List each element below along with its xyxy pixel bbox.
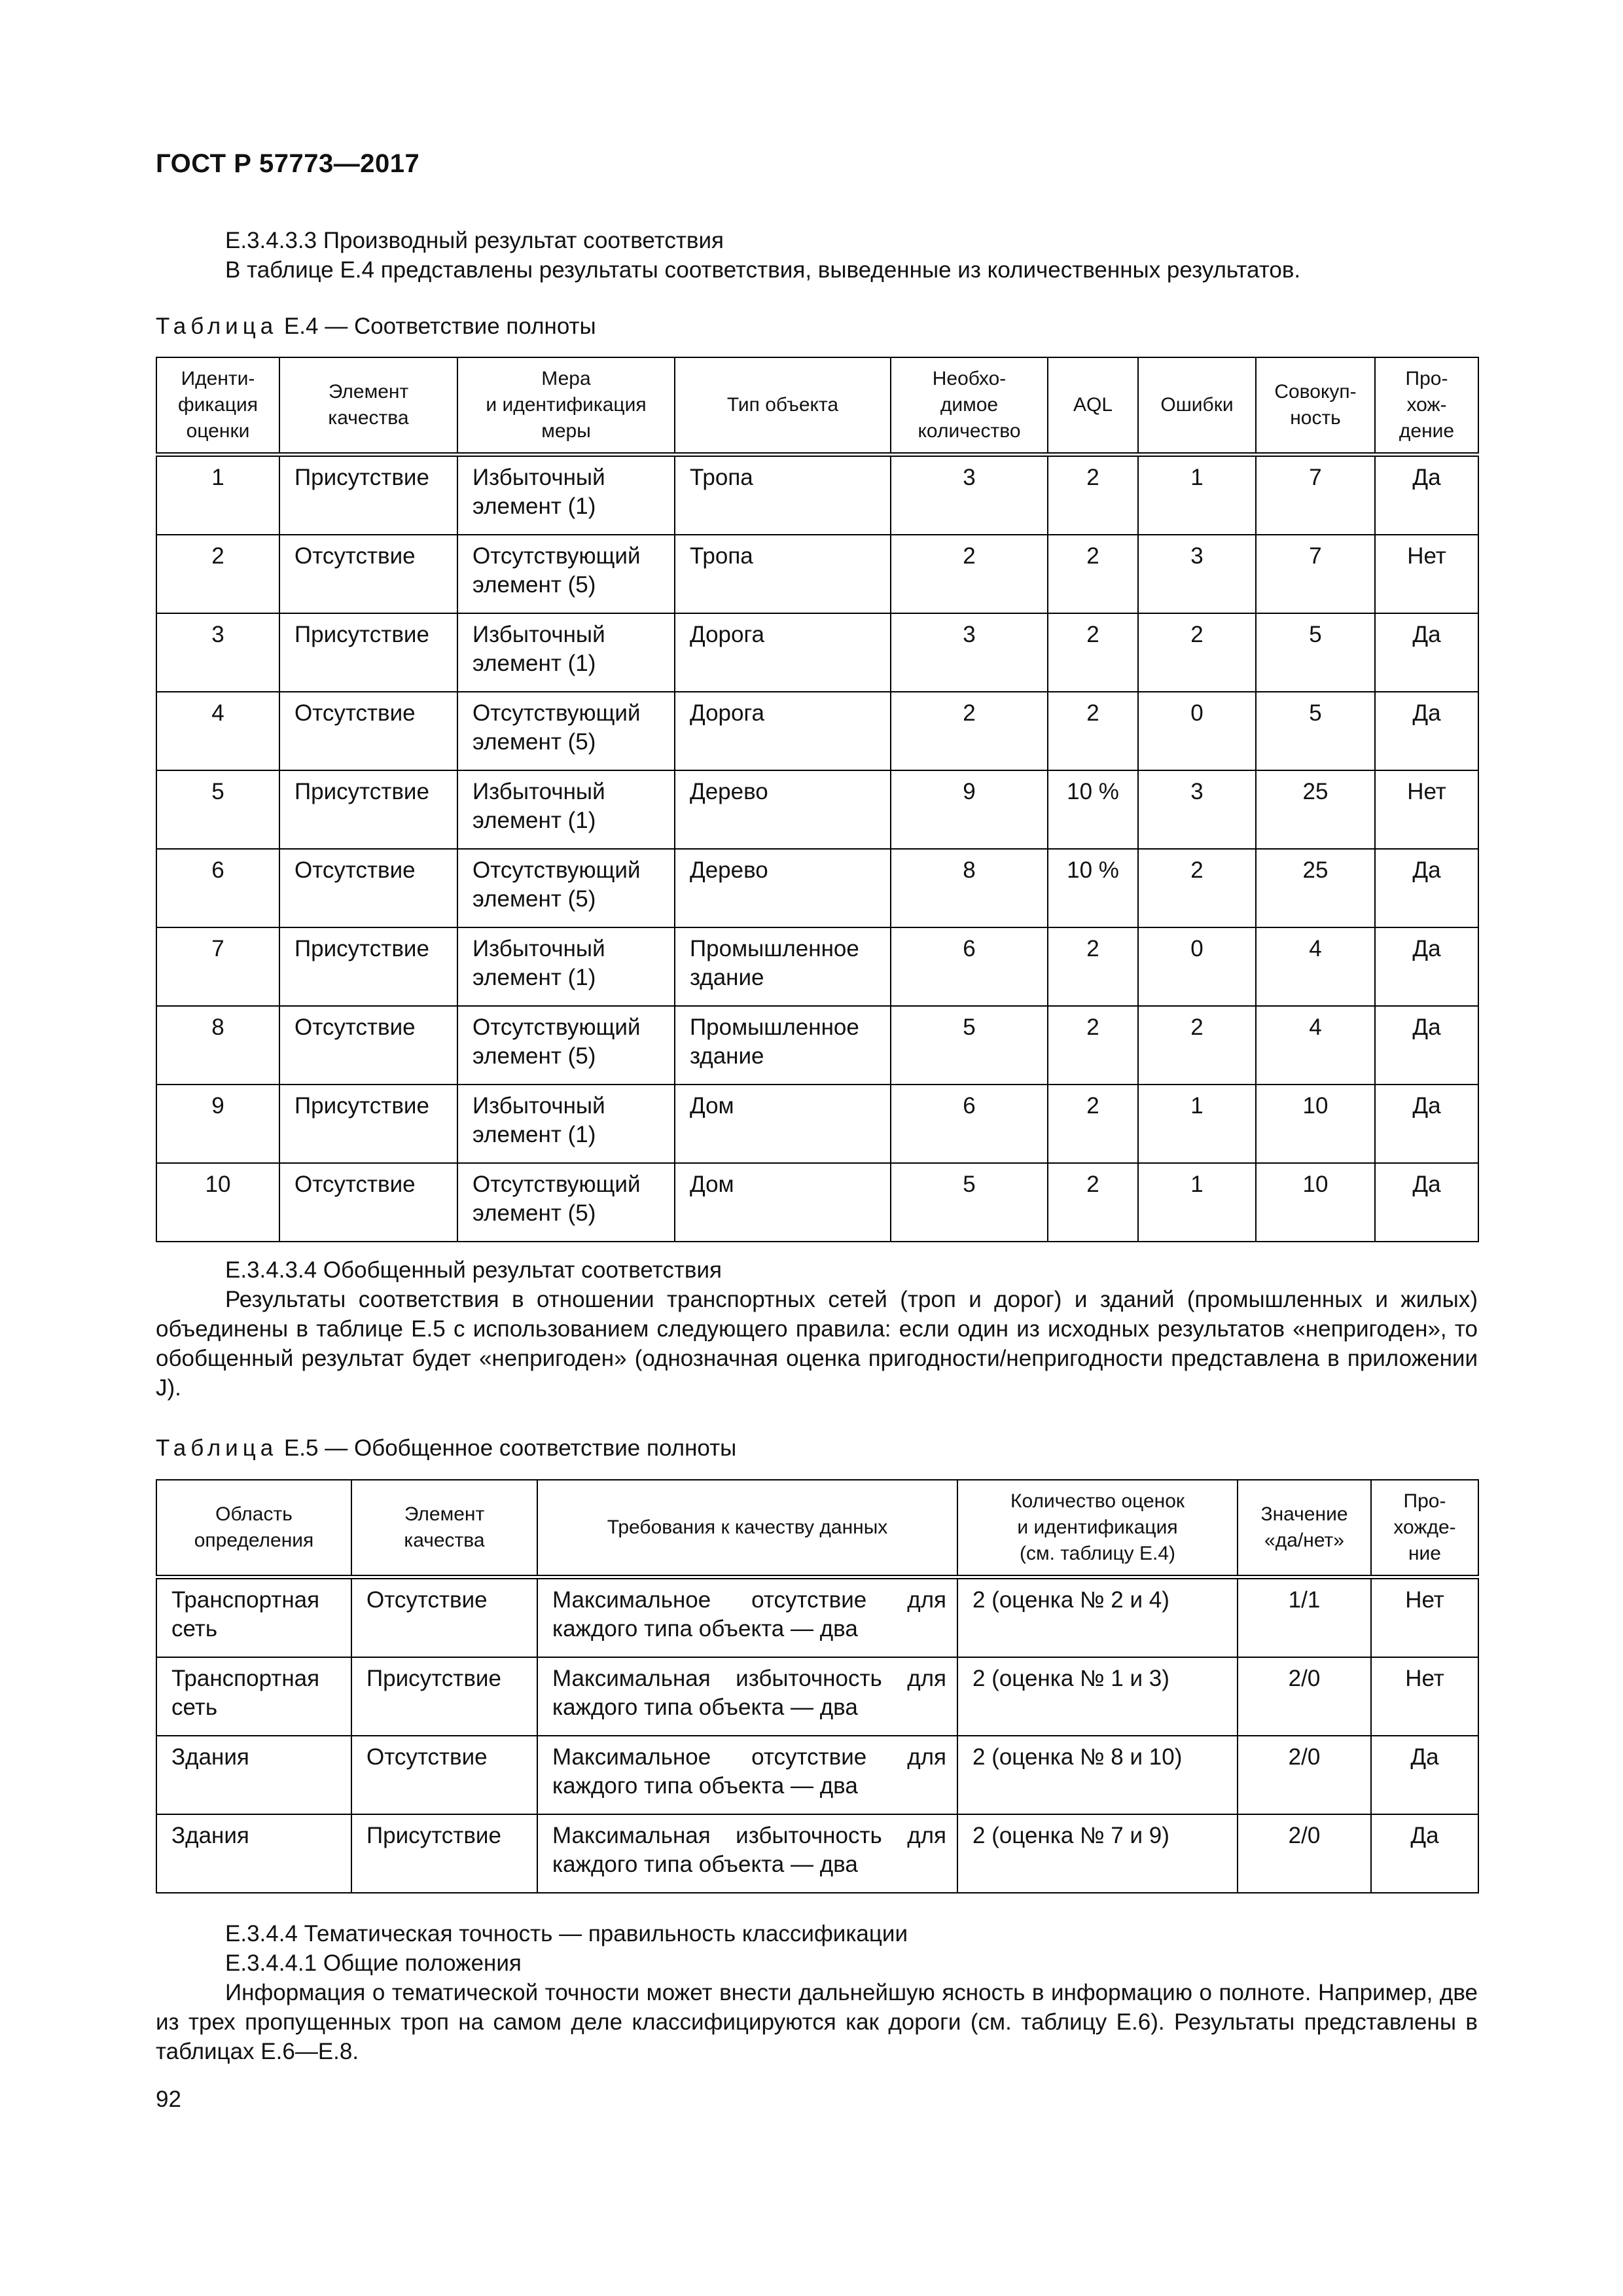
table-cell: 1 [1138, 1163, 1256, 1242]
table-cell: Максимальная избыточность для каждого типа объекта — два [537, 1657, 957, 1736]
column-header: Необхо- димое количество [891, 357, 1048, 455]
table-cell: 2 [156, 535, 279, 613]
table-cell: 2/0 [1238, 1736, 1371, 1814]
table-cell: Присутствие [351, 1657, 537, 1736]
table-cell: 2 [1048, 1085, 1138, 1163]
table-cell: 6 [156, 849, 279, 927]
table-cell: 2 (оценка № 1 и 3) [957, 1657, 1238, 1736]
table-cell: 7 [156, 927, 279, 1006]
table-cell: 10 [156, 1163, 279, 1242]
table-cell: Нет [1371, 1657, 1478, 1736]
table-cell: 25 [1256, 770, 1375, 849]
table-cell: Промышленное здание [675, 927, 891, 1006]
paragraph: Результаты соответствия в отношении транспортных сетей (троп и дорог) и зданий (промышленных и жилых) объединены в таблице Е.5 с использованием следующего правила: если один из исходных результатов «непригоден», то обобщенный результат будет «непригоден» (однозначная оценка пригодности/непригодности представлена в приложении J). [156, 1287, 1478, 1401]
table-cell: Присутствие [351, 1814, 537, 1893]
table-cell: 4 [156, 692, 279, 770]
table-row [156, 535, 1478, 613]
table-cell: Да [1375, 1163, 1478, 1242]
table-cell: Отсутствующий элемент (5) [457, 535, 675, 613]
table-cell: Нет [1375, 770, 1478, 849]
column-header: Область определения [156, 1480, 351, 1577]
table-cell: 2/0 [1238, 1814, 1371, 1893]
table-cell: 9 [156, 1085, 279, 1163]
table-cell: Дорога [675, 613, 891, 692]
table-cell: Присутствие [279, 770, 457, 849]
column-header: Требования к качеству данных [537, 1480, 957, 1577]
table-cell: 8 [891, 849, 1048, 927]
section-e3433 [156, 226, 1478, 285]
table-cell: Да [1375, 613, 1478, 692]
table-cell: Дерево [675, 770, 891, 849]
table-cell: 10 [1256, 1085, 1375, 1163]
table-cell: Нет [1371, 1577, 1478, 1658]
table-row [156, 455, 1478, 535]
section-heading: Е.3.4.3.4 Обобщенный результат соответствия [225, 1257, 722, 1283]
table-row [156, 1577, 1478, 1658]
column-header: Мера и идентификация меры [457, 357, 675, 455]
table-cell: 4 [1256, 927, 1375, 1006]
table-cell: Дом [675, 1163, 891, 1242]
table-cell: 2 [1138, 613, 1256, 692]
table-cell: 2 (оценка № 8 и 10) [957, 1736, 1238, 1814]
table-cell: 2 [1048, 1006, 1138, 1085]
column-header: Количество оценок и идентификация (см. таблицу Е.4) [957, 1480, 1238, 1577]
table-cell: Избыточный элемент (1) [457, 613, 675, 692]
table-cell: 5 [891, 1163, 1048, 1242]
table-cell: Да [1375, 849, 1478, 927]
table-cell: Отсутствующий элемент (5) [457, 849, 675, 927]
table-cell: Отсутствие [279, 692, 457, 770]
column-header: Ошибки [1138, 357, 1256, 455]
table-cell: Отсутствие [279, 535, 457, 613]
table-cell: 10 [1256, 1163, 1375, 1242]
column-header: Иденти- фикация оценки [156, 357, 279, 455]
table-cell: 5 [156, 770, 279, 849]
table-cell: Да [1375, 455, 1478, 535]
caption-prefix: Таблица [156, 314, 278, 339]
table-cell: 1 [156, 455, 279, 535]
table-cell: 8 [156, 1006, 279, 1085]
table-cell: Избыточный элемент (1) [457, 1085, 675, 1163]
table-cell: 3 [891, 455, 1048, 535]
column-header: Тип объекта [675, 357, 891, 455]
table-cell: Присутствие [279, 1085, 457, 1163]
table-cell: Промышленное здание [675, 1006, 891, 1085]
table-cell: 6 [891, 1085, 1048, 1163]
table-e5 [156, 1479, 1479, 1893]
table-cell: Отсутствие [279, 1163, 457, 1242]
table-header-row [156, 357, 1478, 455]
table-cell: Дом [675, 1085, 891, 1163]
section-subheading: Е.3.4.4.1 Общие положения [225, 1950, 522, 1976]
table-cell: Присутствие [279, 455, 457, 535]
table-cell: 0 [1138, 927, 1256, 1006]
table-cell: 9 [891, 770, 1048, 849]
table-cell: 5 [1256, 692, 1375, 770]
table-row [156, 692, 1478, 770]
section-e344 [156, 1919, 1478, 2066]
table-cell: 0 [1138, 692, 1256, 770]
table-row [156, 613, 1478, 692]
table-row [156, 770, 1478, 849]
column-header: Элемент качества [279, 357, 457, 455]
table-row [156, 927, 1478, 1006]
section-e3434 [156, 1255, 1478, 1403]
table-cell: 3 [891, 613, 1048, 692]
table-cell: Отсутствующий элемент (5) [457, 1163, 675, 1242]
table-cell: Отсутствующий элемент (5) [457, 1006, 675, 1085]
table-cell: Максимальное отсутствие для каждого типа объекта — два [537, 1577, 957, 1658]
table-cell: 2 [1138, 1006, 1256, 1085]
table-cell: Максимальная избыточность для каждого типа объекта — два [537, 1814, 957, 1893]
table-cell: Отсутствующий элемент (5) [457, 692, 675, 770]
table-cell: 1 [1138, 1085, 1256, 1163]
table-row [156, 849, 1478, 927]
table-cell: 4 [1256, 1006, 1375, 1085]
table-cell: 2 [1048, 535, 1138, 613]
table-cell: Отсутствие [279, 1006, 457, 1085]
table-e4 [156, 357, 1479, 1242]
table-cell: 1 [1138, 455, 1256, 535]
column-header: Элемент качества [351, 1480, 537, 1577]
table-header-row [156, 1480, 1478, 1577]
table-cell: Да [1375, 692, 1478, 770]
table-cell: Дерево [675, 849, 891, 927]
table-cell: Тропа [675, 535, 891, 613]
column-header: Совокуп- ность [1256, 357, 1375, 455]
table-cell: Избыточный элемент (1) [457, 455, 675, 535]
table-cell: Присутствие [279, 927, 457, 1006]
section-heading: Е.3.4.4 Тематическая точность — правильность классификации [225, 1921, 908, 1946]
table-cell: Транспортная сеть [156, 1657, 351, 1736]
table-cell: 2 [891, 692, 1048, 770]
table-cell: Избыточный элемент (1) [457, 927, 675, 1006]
column-header: Значение «да/нет» [1238, 1480, 1371, 1577]
table-cell: Тропа [675, 455, 891, 535]
table-cell: Транспортная сеть [156, 1577, 351, 1658]
column-header: Про- хож- дение [1375, 357, 1478, 455]
caption-text: Е.4 — Соответствие полноты [277, 314, 596, 339]
table-cell: Здания [156, 1736, 351, 1814]
section-heading: Е.3.4.3.3 Производный результат соответствия [225, 228, 724, 253]
table-cell: 2 (оценка № 2 и 4) [957, 1577, 1238, 1658]
table-cell: 2 [891, 535, 1048, 613]
standard-designation: ГОСТ Р 57773—2017 [156, 149, 420, 178]
table-cell: 2 [1048, 613, 1138, 692]
table-cell: 7 [1256, 535, 1375, 613]
table-cell: 25 [1256, 849, 1375, 927]
table-cell: Отсутствие [279, 849, 457, 927]
table-cell: Да [1371, 1814, 1478, 1893]
paragraph: В таблице Е.4 представлены результаты соответствия, выведенные из количественных результатов. [225, 257, 1301, 283]
table-cell: 3 [1138, 535, 1256, 613]
table-cell: 10 % [1048, 770, 1138, 849]
column-header: AQL [1048, 357, 1138, 455]
table-row [156, 1006, 1478, 1085]
table-cell: Да [1375, 1085, 1478, 1163]
caption-prefix: Таблица [156, 1435, 278, 1461]
caption-text: Е.5 — Обобщенное соответствие полноты [277, 1435, 737, 1461]
table-row [156, 1657, 1478, 1736]
table-cell: 2 [1048, 455, 1138, 535]
table-cell: 2/0 [1238, 1657, 1371, 1736]
table-cell: 3 [156, 613, 279, 692]
table-cell: Да [1371, 1736, 1478, 1814]
table-cell: Избыточный элемент (1) [457, 770, 675, 849]
table-cell: Да [1375, 1006, 1478, 1085]
table-cell: 6 [891, 927, 1048, 1006]
table-cell: Отсутствие [351, 1736, 537, 1814]
column-header: Про- хожде- ние [1371, 1480, 1478, 1577]
table-cell: Дорога [675, 692, 891, 770]
table-cell: Максимальное отсутствие для каждого типа объекта — два [537, 1736, 957, 1814]
table-cell: 3 [1138, 770, 1256, 849]
table-e5-caption [156, 1433, 736, 1463]
table-cell: 5 [891, 1006, 1048, 1085]
paragraph: Информация о тематической точности может внести дальнейшую ясность в информацию о полноте. Например, две из трех пропущенных троп на самом деле классифицируются как дороги (см. таблицу Е.6). Результаты представлены в таблицах Е.6—Е.8. [156, 1980, 1478, 2064]
table-cell: 10 % [1048, 849, 1138, 927]
table-cell: Да [1375, 927, 1478, 1006]
table-cell: Нет [1375, 535, 1478, 613]
table-row [156, 1736, 1478, 1814]
table-row [156, 1163, 1478, 1242]
table-cell: 7 [1256, 455, 1375, 535]
page-number: 92 [156, 2087, 181, 2112]
table-e4-caption [156, 312, 596, 341]
table-row [156, 1814, 1478, 1893]
table-cell: 1/1 [1238, 1577, 1371, 1658]
table-cell: 2 (оценка № 7 и 9) [957, 1814, 1238, 1893]
table-cell: 5 [1256, 613, 1375, 692]
table-cell: 2 [1048, 692, 1138, 770]
table-cell: Присутствие [279, 613, 457, 692]
table-cell: 2 [1048, 927, 1138, 1006]
table-row [156, 1085, 1478, 1163]
table-cell: Отсутствие [351, 1577, 537, 1658]
table-cell: 2 [1138, 849, 1256, 927]
table-cell: 2 [1048, 1163, 1138, 1242]
table-cell: Здания [156, 1814, 351, 1893]
